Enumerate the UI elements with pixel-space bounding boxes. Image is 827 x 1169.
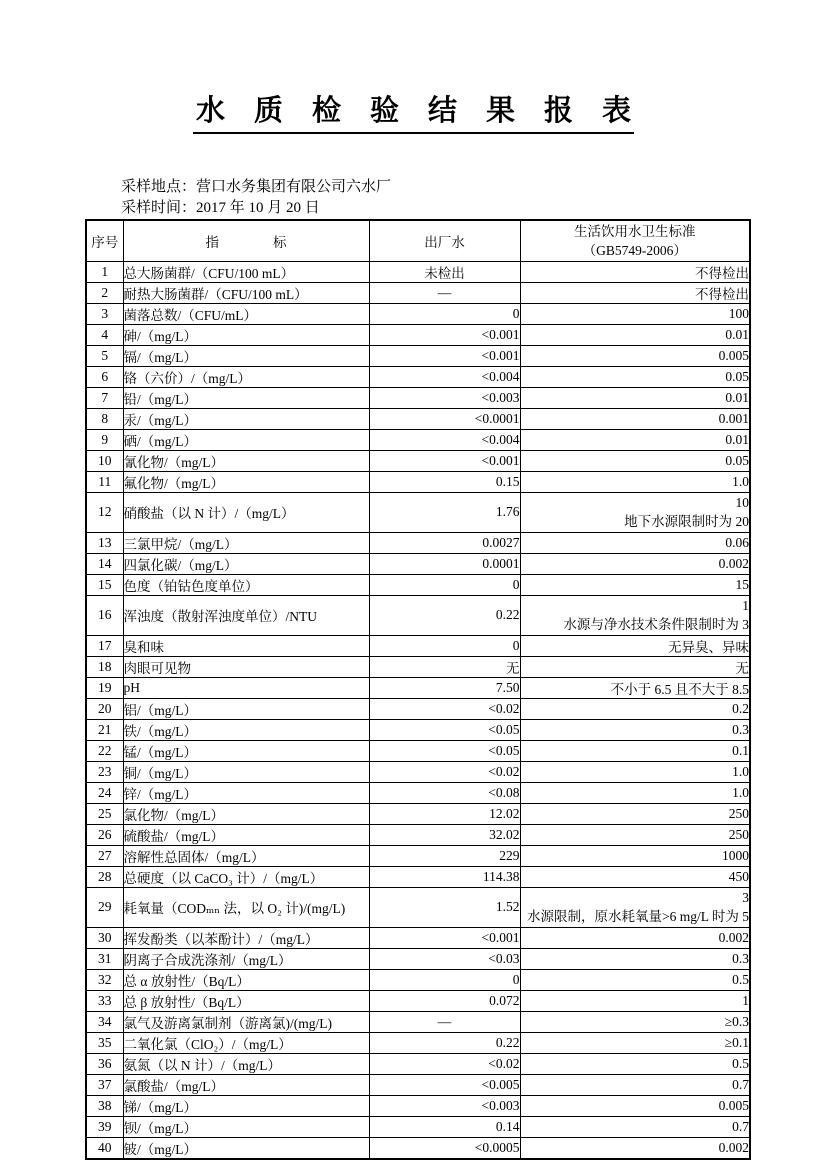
table-row <box>86 927 750 948</box>
row-number-cell: 34 <box>86 1011 123 1032</box>
indicator-cell: 氯化物/（mg/L） <box>123 803 369 824</box>
row-number-cell: 15 <box>86 574 123 595</box>
table-row <box>86 782 750 803</box>
standard-cell: 0.5 <box>520 969 750 990</box>
row-number-cell: 36 <box>86 1053 123 1074</box>
row-number-cell: 21 <box>86 719 123 740</box>
standard-cell: 1000 <box>520 845 750 866</box>
indicator-cell: 汞/（mg/L） <box>123 408 369 429</box>
indicator-cell: 挥发酚类（以苯酚计）/（mg/L） <box>123 927 369 948</box>
sample-value-cell: 1.52 <box>369 887 520 927</box>
sample-value-cell: <0.001 <box>369 450 520 471</box>
indicator-cell: 氨氮（以 N 计）/（mg/L） <box>123 1053 369 1074</box>
row-number-cell: 5 <box>86 345 123 366</box>
standard-cell: 0.05 <box>520 450 750 471</box>
sample-value-cell: <0.001 <box>369 927 520 948</box>
indicator-cell: 铅/（mg/L） <box>123 387 369 408</box>
sample-value-cell: 0.22 <box>369 1032 520 1053</box>
sample-value-cell: <0.004 <box>369 366 520 387</box>
standard-cell: 0.7 <box>520 1116 750 1137</box>
row-number-cell: 38 <box>86 1095 123 1116</box>
sample-value-cell: 无 <box>369 656 520 677</box>
indicator-cell: 氰化物/（mg/L） <box>123 450 369 471</box>
table-row <box>86 1053 750 1074</box>
row-number-cell: 4 <box>86 324 123 345</box>
indicator-cell: 锰/（mg/L） <box>123 740 369 761</box>
row-number-cell: 16 <box>86 595 123 635</box>
sample-value-cell: 0.14 <box>369 1116 520 1137</box>
row-number-cell: 13 <box>86 532 123 553</box>
sample-value-cell: <0.003 <box>369 1095 520 1116</box>
table-row <box>86 719 750 740</box>
row-number-cell: 40 <box>86 1137 123 1159</box>
standard-cell: 0.2 <box>520 698 750 719</box>
standard-cell: 0.05 <box>520 366 750 387</box>
indicator-cell: 耗氧量（CODₘₙ 法，以 O₂ 计)/(mg/L) <box>123 887 369 927</box>
row-number-cell: 25 <box>86 803 123 824</box>
standard-cell: 0.3 <box>520 719 750 740</box>
water-quality-table <box>85 219 751 1160</box>
table-row <box>86 845 750 866</box>
sample-value-cell: 0 <box>369 635 520 656</box>
row-number-cell: 8 <box>86 408 123 429</box>
standard-cell: 不得检出 <box>520 282 750 303</box>
standard-cell: 1.0 <box>520 761 750 782</box>
table-row <box>86 1011 750 1032</box>
row-number-cell: 23 <box>86 761 123 782</box>
table-row <box>86 450 750 471</box>
table-row <box>86 740 750 761</box>
table-row <box>86 429 750 450</box>
sample-value-cell: 0.0001 <box>369 553 520 574</box>
standard-cell: 不小于 6.5 且不大于 8.5 <box>520 677 750 698</box>
indicator-cell: 硫酸盐/（mg/L） <box>123 824 369 845</box>
standard-cell <box>520 492 750 532</box>
standard-cell: 0.005 <box>520 1095 750 1116</box>
standard-cell: 无异臭、异味 <box>520 635 750 656</box>
standard-cell: 0.01 <box>520 324 750 345</box>
sample-value-cell: <0.005 <box>369 1074 520 1095</box>
indicator-cell: 硒/（mg/L） <box>123 429 369 450</box>
indicator-cell: 肉眼可见物 <box>123 656 369 677</box>
table-row <box>86 492 750 532</box>
standard-cell: 0.002 <box>520 1137 750 1159</box>
standard-limit-note: 水源限制，原水耗氧量>6 mg/L 时为 5 <box>527 909 749 924</box>
sample-value-cell: 未检出 <box>369 261 520 282</box>
header-indicator: 指 标 <box>123 220 369 261</box>
table-row <box>86 1032 750 1053</box>
indicator-cell: 臭和味 <box>123 635 369 656</box>
indicator-cell: 耐热大肠菌群/（CFU/100 mL） <box>123 282 369 303</box>
indicator-cell: 铜/（mg/L） <box>123 761 369 782</box>
table-row <box>86 387 750 408</box>
sample-value-cell: <0.003 <box>369 387 520 408</box>
standard-limit: 3 <box>742 890 749 905</box>
page-title: 水 质 检 验 结 果 报 表 <box>193 88 634 134</box>
sample-value-cell: 12.02 <box>369 803 520 824</box>
indicator-cell: 锑/（mg/L） <box>123 1095 369 1116</box>
table-row <box>86 866 750 887</box>
sample-value-cell: 32.02 <box>369 824 520 845</box>
indicator-cell: 钡/（mg/L） <box>123 1116 369 1137</box>
row-number-cell: 1 <box>86 261 123 282</box>
table-row <box>86 990 750 1011</box>
table-row <box>86 532 750 553</box>
table-row <box>86 303 750 324</box>
sample-value-cell: <0.05 <box>369 719 520 740</box>
indicator-cell: 溶解性总固体/（mg/L） <box>123 845 369 866</box>
sample-value-cell: <0.02 <box>369 698 520 719</box>
standard-cell: 0.01 <box>520 429 750 450</box>
row-number-cell: 27 <box>86 845 123 866</box>
row-number-cell: 9 <box>86 429 123 450</box>
sample-value-cell: 0.15 <box>369 471 520 492</box>
row-number-cell: 37 <box>86 1074 123 1095</box>
header-standard-line2: （GB5749-2006） <box>582 242 687 258</box>
standard-cell: 不得检出 <box>520 261 750 282</box>
row-number-cell: 14 <box>86 553 123 574</box>
report-title-wrap <box>0 88 827 134</box>
indicator-cell: 硝酸盐（以 N 计）/（mg/L） <box>123 492 369 532</box>
indicator-cell: 铝/（mg/L） <box>123 698 369 719</box>
standard-cell: 无 <box>520 656 750 677</box>
table-row <box>86 656 750 677</box>
sample-value-cell: 0.072 <box>369 990 520 1011</box>
indicator-cell: 色度（铂钴色度单位） <box>123 574 369 595</box>
table-row <box>86 698 750 719</box>
table-row <box>86 761 750 782</box>
standard-cell: 1 <box>520 990 750 1011</box>
table-row <box>86 366 750 387</box>
row-number-cell: 6 <box>86 366 123 387</box>
standard-limit-note: 地下水源限制时为 20 <box>624 514 749 529</box>
sample-value-cell: 0 <box>369 969 520 990</box>
sample-value-cell: <0.03 <box>369 948 520 969</box>
table-row <box>86 261 750 282</box>
table-row <box>86 345 750 366</box>
table-row <box>86 1074 750 1095</box>
standard-cell: 0.001 <box>520 408 750 429</box>
row-number-cell: 30 <box>86 927 123 948</box>
indicator-cell: 菌落总数/（CFU/mL） <box>123 303 369 324</box>
row-number-cell: 19 <box>86 677 123 698</box>
table-row <box>86 324 750 345</box>
sample-value-cell: 114.38 <box>369 866 520 887</box>
header-standard <box>520 220 750 261</box>
row-number-cell: 32 <box>86 969 123 990</box>
indicator-cell: 铬（六价）/（mg/L） <box>123 366 369 387</box>
row-number-cell: 39 <box>86 1116 123 1137</box>
row-number-cell: 35 <box>86 1032 123 1053</box>
table-row <box>86 1137 750 1159</box>
indicator-cell: 三氯甲烷/（mg/L） <box>123 532 369 553</box>
sample-value-cell: 1.76 <box>369 492 520 532</box>
standard-limit: 1 <box>742 598 749 613</box>
table-row <box>86 803 750 824</box>
standard-cell: 0.3 <box>520 948 750 969</box>
standard-cell: 0.1 <box>520 740 750 761</box>
standard-cell: 250 <box>520 803 750 824</box>
table-row <box>86 1116 750 1137</box>
sample-value-cell: <0.004 <box>369 429 520 450</box>
standard-cell: 0.005 <box>520 345 750 366</box>
standard-cell: 0.7 <box>520 1074 750 1095</box>
sample-value-cell: <0.08 <box>369 782 520 803</box>
standard-cell: 0.002 <box>520 553 750 574</box>
standard-cell <box>520 595 750 635</box>
indicator-cell: 总硬度（以 CaCO₃ 计）/（mg/L） <box>123 866 369 887</box>
indicator-cell: 铍/（mg/L） <box>123 1137 369 1159</box>
table-row <box>86 824 750 845</box>
row-number-cell: 29 <box>86 887 123 927</box>
row-number-cell: 20 <box>86 698 123 719</box>
sampling-location: 采样地点：营口水务集团有限公司六水厂 <box>121 179 392 195</box>
standard-cell: 0.01 <box>520 387 750 408</box>
sample-value-cell: 0 <box>369 574 520 595</box>
row-number-cell: 31 <box>86 948 123 969</box>
indicator-cell: pH <box>123 677 369 698</box>
sample-value-cell: <0.0005 <box>369 1137 520 1159</box>
row-number-cell: 2 <box>86 282 123 303</box>
standard-cell: 0.002 <box>520 927 750 948</box>
indicator-cell: 氟化物/（mg/L） <box>123 471 369 492</box>
standard-limit-note: 水源与净水技术条件限制时为 3 <box>563 617 749 632</box>
row-number-cell: 26 <box>86 824 123 845</box>
sample-value-cell: <0.02 <box>369 1053 520 1074</box>
table-row <box>86 471 750 492</box>
table-row <box>86 948 750 969</box>
indicator-cell: 总大肠菌群/（CFU/100 mL） <box>123 261 369 282</box>
indicator-cell: 浑浊度（散射浑浊度单位）/NTU <box>123 595 369 635</box>
indicator-cell: 四氯化碳/（mg/L） <box>123 553 369 574</box>
indicator-cell: 砷/（mg/L） <box>123 324 369 345</box>
row-number-cell: 28 <box>86 866 123 887</box>
sample-value-cell: 0.0027 <box>369 532 520 553</box>
sample-value-cell: <0.001 <box>369 324 520 345</box>
row-number-cell: 10 <box>86 450 123 471</box>
sample-value-cell: — <box>369 282 520 303</box>
sample-value-cell: <0.001 <box>369 345 520 366</box>
table-row <box>86 969 750 990</box>
table-row <box>86 553 750 574</box>
table-row <box>86 595 750 635</box>
header-row-number: 序号 <box>86 220 123 261</box>
table-row <box>86 677 750 698</box>
standard-cell: 1.0 <box>520 471 750 492</box>
indicator-cell: 总 β 放射性/（Bq/L） <box>123 990 369 1011</box>
sampling-time: 采样时间：2017 年 10 月 20 日 <box>121 200 320 216</box>
table-row <box>86 635 750 656</box>
sample-value-cell: 0 <box>369 303 520 324</box>
indicator-cell: 镉/（mg/L） <box>123 345 369 366</box>
row-number-cell: 12 <box>86 492 123 532</box>
row-number-cell: 17 <box>86 635 123 656</box>
sample-value-cell: 0.22 <box>369 595 520 635</box>
indicator-cell: 锌/（mg/L） <box>123 782 369 803</box>
table-row <box>86 408 750 429</box>
standard-cell: 0.5 <box>520 1053 750 1074</box>
standard-cell: ≥0.3 <box>520 1011 750 1032</box>
standard-cell <box>520 887 750 927</box>
standard-cell: 0.06 <box>520 532 750 553</box>
standard-cell: 250 <box>520 824 750 845</box>
standard-cell: 100 <box>520 303 750 324</box>
row-number-cell: 33 <box>86 990 123 1011</box>
sample-value-cell: — <box>369 1011 520 1032</box>
table-row <box>86 282 750 303</box>
indicator-cell: 二氧化氯（ClO₂）/（mg/L） <box>123 1032 369 1053</box>
table-header-row <box>86 220 750 261</box>
sample-value-cell: 229 <box>369 845 520 866</box>
sample-value-cell: <0.0001 <box>369 408 520 429</box>
standard-cell: 1.0 <box>520 782 750 803</box>
indicator-cell: 总 α 放射性/（Bq/L） <box>123 969 369 990</box>
standard-cell: ≥0.1 <box>520 1032 750 1053</box>
indicator-cell: 氯酸盐/（mg/L） <box>123 1074 369 1095</box>
indicator-cell: 阴离子合成洗涤剂/（mg/L） <box>123 948 369 969</box>
sample-value-cell: <0.02 <box>369 761 520 782</box>
row-number-cell: 11 <box>86 471 123 492</box>
standard-limit: 10 <box>735 495 749 510</box>
sample-value-cell: 7.50 <box>369 677 520 698</box>
row-number-cell: 22 <box>86 740 123 761</box>
standard-cell: 15 <box>520 574 750 595</box>
sample-value-cell: <0.05 <box>369 740 520 761</box>
row-number-cell: 3 <box>86 303 123 324</box>
standard-cell: 450 <box>520 866 750 887</box>
header-sample: 出厂水 <box>369 220 520 261</box>
header-standard-line1: 生活饮用水卫生标准 <box>574 223 696 239</box>
table-row <box>86 1095 750 1116</box>
row-number-cell: 24 <box>86 782 123 803</box>
row-number-cell: 18 <box>86 656 123 677</box>
row-number-cell: 7 <box>86 387 123 408</box>
indicator-cell: 铁/（mg/L） <box>123 719 369 740</box>
table-row <box>86 574 750 595</box>
table-row <box>86 887 750 927</box>
indicator-cell: 氯气及游离氯制剂（游离氯)/(mg/L) <box>123 1011 369 1032</box>
table-body <box>86 261 750 1159</box>
sampling-info <box>121 177 391 219</box>
